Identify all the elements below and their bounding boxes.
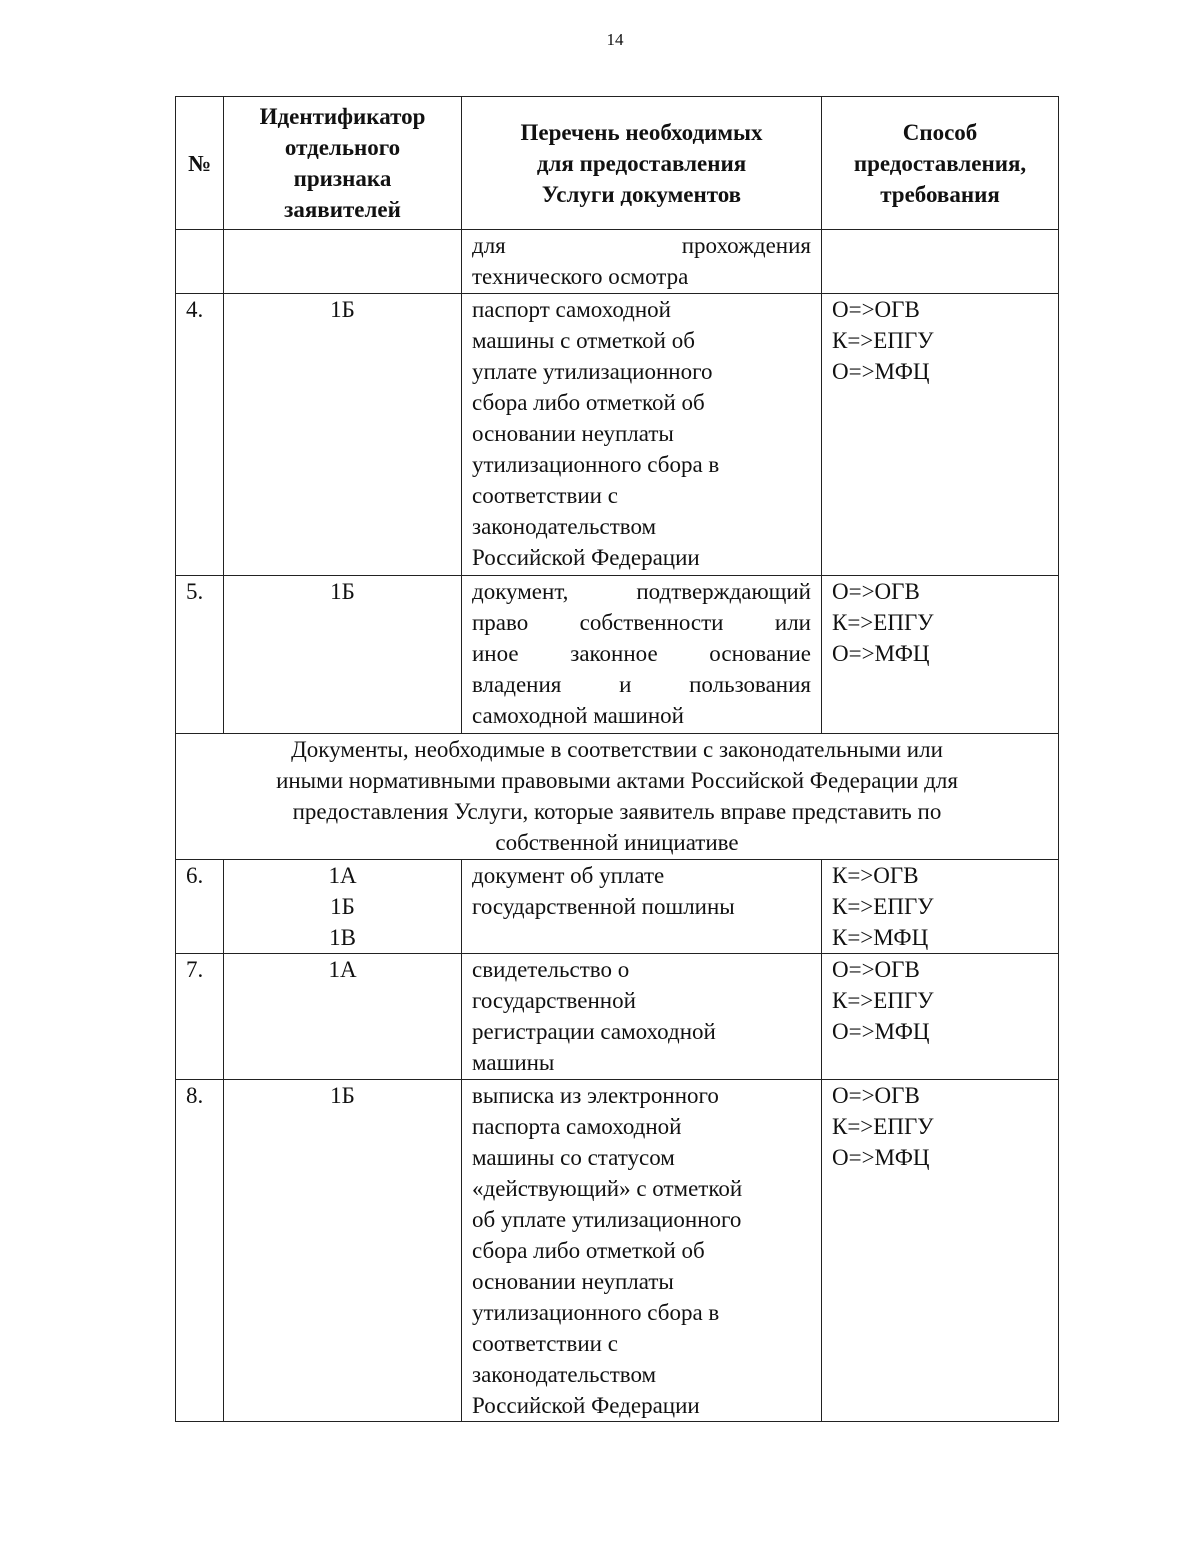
header-ident-line: Идентификатор	[259, 104, 426, 129]
row-docs-line: для прохождения	[472, 233, 811, 258]
table-row	[176, 860, 1059, 954]
row-docs-line: государственной	[472, 988, 636, 1013]
row-way	[822, 860, 1059, 954]
section-heading	[176, 734, 1059, 860]
row-docs-line: самоходной машиной	[472, 703, 684, 728]
table-header-row	[176, 97, 1059, 230]
row-docs-line: утилизационного сбора в	[472, 1300, 720, 1325]
section-heading-line: Документы, необходимые в соответствии с законодательными или	[291, 737, 943, 762]
row-docs	[462, 954, 822, 1080]
row-docs-line: Российской Федерации	[472, 545, 700, 570]
row-docs-line: Российской Федерации	[472, 1393, 700, 1418]
row-docs-line: машины с отметкой об	[472, 328, 695, 353]
row-num: 8.	[176, 1080, 224, 1422]
row-docs-line: владения и пользования	[472, 672, 811, 697]
row-docs-line: соответствии с	[472, 1331, 618, 1356]
row-way-line: К=>ОГВ	[832, 863, 919, 888]
table-row	[176, 576, 1059, 734]
row-num: 7.	[176, 954, 224, 1080]
row-ident	[224, 576, 462, 734]
header-docs-line: для предоставления	[536, 150, 747, 176]
header-ident-line: признака	[293, 166, 392, 191]
row-way	[822, 954, 1059, 1080]
row-way-line: О=>МФЦ	[832, 359, 930, 384]
row-way	[822, 576, 1059, 734]
row-ident	[224, 230, 462, 294]
row-ident-line: 1Б	[330, 1083, 355, 1108]
table-row	[176, 954, 1059, 1080]
row-docs-line: выписка из электронного	[472, 1083, 719, 1108]
row-way-line: О=>МФЦ	[832, 1019, 930, 1044]
row-num	[176, 230, 224, 294]
row-ident	[224, 860, 462, 954]
row-docs-line: машины	[472, 1050, 555, 1075]
row-way-line: О=>МФЦ	[832, 641, 930, 666]
row-docs-line: основании неуплаты	[472, 1269, 674, 1294]
header-ident	[224, 97, 462, 230]
row-way-line: К=>ЕПГУ	[832, 988, 934, 1013]
header-docs-line: Перечень необходимых	[520, 119, 763, 145]
row-docs-line: право собственности или	[472, 610, 811, 635]
row-docs	[462, 1080, 822, 1422]
row-docs-line: утилизационного сбора в	[472, 452, 720, 477]
row-docs-line: документ об уплате	[472, 863, 665, 888]
row-ident-line: 1Б	[330, 894, 355, 919]
section-heading-line: иными нормативными правовыми актами Российской Федерации для	[276, 768, 958, 793]
row-ident-line: 1В	[329, 925, 356, 950]
row-num: 4.	[176, 294, 224, 576]
section-heading-line: собственной инициативе	[495, 830, 739, 855]
row-docs-line: государственной пошлины	[472, 894, 735, 919]
row-docs-line: «действующий» с отметкой	[472, 1176, 743, 1201]
header-docs	[462, 97, 822, 230]
row-way	[822, 1080, 1059, 1422]
row-ident-line: 1А	[328, 863, 357, 888]
header-ident-line: отдельного	[284, 135, 401, 160]
row-docs-line: сбора либо отметкой об	[472, 390, 705, 415]
row-docs	[462, 294, 822, 576]
section-row	[176, 734, 1059, 860]
row-ident	[224, 954, 462, 1080]
row-ident-line: 1Б	[330, 579, 355, 604]
header-way-line: предоставления,	[853, 150, 1027, 176]
row-way-line: К=>ЕПГУ	[832, 328, 934, 353]
row-docs-line: паспорта самоходной	[472, 1114, 682, 1139]
row-docs-line: об уплате утилизационного	[472, 1207, 742, 1232]
row-ident	[224, 1080, 462, 1422]
table-row	[176, 230, 1059, 294]
row-num: 5.	[176, 576, 224, 734]
row-way-line: К=>ЕПГУ	[832, 894, 934, 919]
row-docs-line: машины со статусом	[472, 1145, 675, 1170]
row-docs-line: регистрации самоходной	[472, 1019, 716, 1044]
row-way	[822, 294, 1059, 576]
row-docs-line: соответствии с	[472, 483, 618, 508]
header-num: №	[176, 97, 224, 230]
row-docs-line: законодательством	[472, 1362, 657, 1387]
row-docs-line: свидетельство о	[472, 957, 630, 982]
table-row	[176, 294, 1059, 576]
row-docs-line: сбора либо отметкой об	[472, 1238, 705, 1263]
section-heading-line: предоставления Услуги, которые заявитель вправе представить по	[292, 799, 942, 824]
row-way-line: О=>МФЦ	[832, 1145, 930, 1170]
row-way-line: О=>ОГВ	[832, 297, 920, 322]
table-row	[176, 1080, 1059, 1422]
row-way-line: О=>ОГВ	[832, 1083, 920, 1108]
row-way-line: О=>ОГВ	[832, 579, 920, 604]
header-way-line: Способ	[902, 119, 978, 145]
row-docs-line: законодательством	[472, 514, 657, 539]
row-way-line: О=>ОГВ	[832, 957, 920, 982]
row-docs	[462, 576, 822, 734]
row-ident-line: 1А	[328, 957, 357, 982]
header-way-line: требования	[880, 181, 1000, 207]
row-docs-line: паспорт самоходной	[472, 297, 671, 322]
row-docs-line: основании неуплаты	[472, 421, 674, 446]
row-docs-line: технического осмотра	[472, 264, 689, 289]
row-way-line: К=>ЕПГУ	[832, 610, 934, 635]
row-ident	[224, 294, 462, 576]
row-way	[822, 230, 1059, 294]
row-docs-line: уплате утилизационного	[472, 359, 713, 384]
documents-table	[175, 96, 1059, 1422]
header-ident-line: заявителей	[284, 197, 401, 222]
row-docs-line: документ, подтверждающий	[472, 579, 811, 604]
header-way	[822, 97, 1059, 230]
row-docs	[462, 860, 822, 954]
header-docs-line: Услуги документов	[541, 181, 742, 207]
row-docs	[462, 230, 822, 294]
page-number: 14	[606, 30, 624, 49]
row-way-line: К=>МФЦ	[832, 925, 929, 950]
row-num: 6.	[176, 860, 224, 954]
row-ident-line: 1Б	[330, 297, 355, 322]
row-docs-line: иное законное основание	[472, 641, 811, 666]
row-way-line: К=>ЕПГУ	[832, 1114, 934, 1139]
